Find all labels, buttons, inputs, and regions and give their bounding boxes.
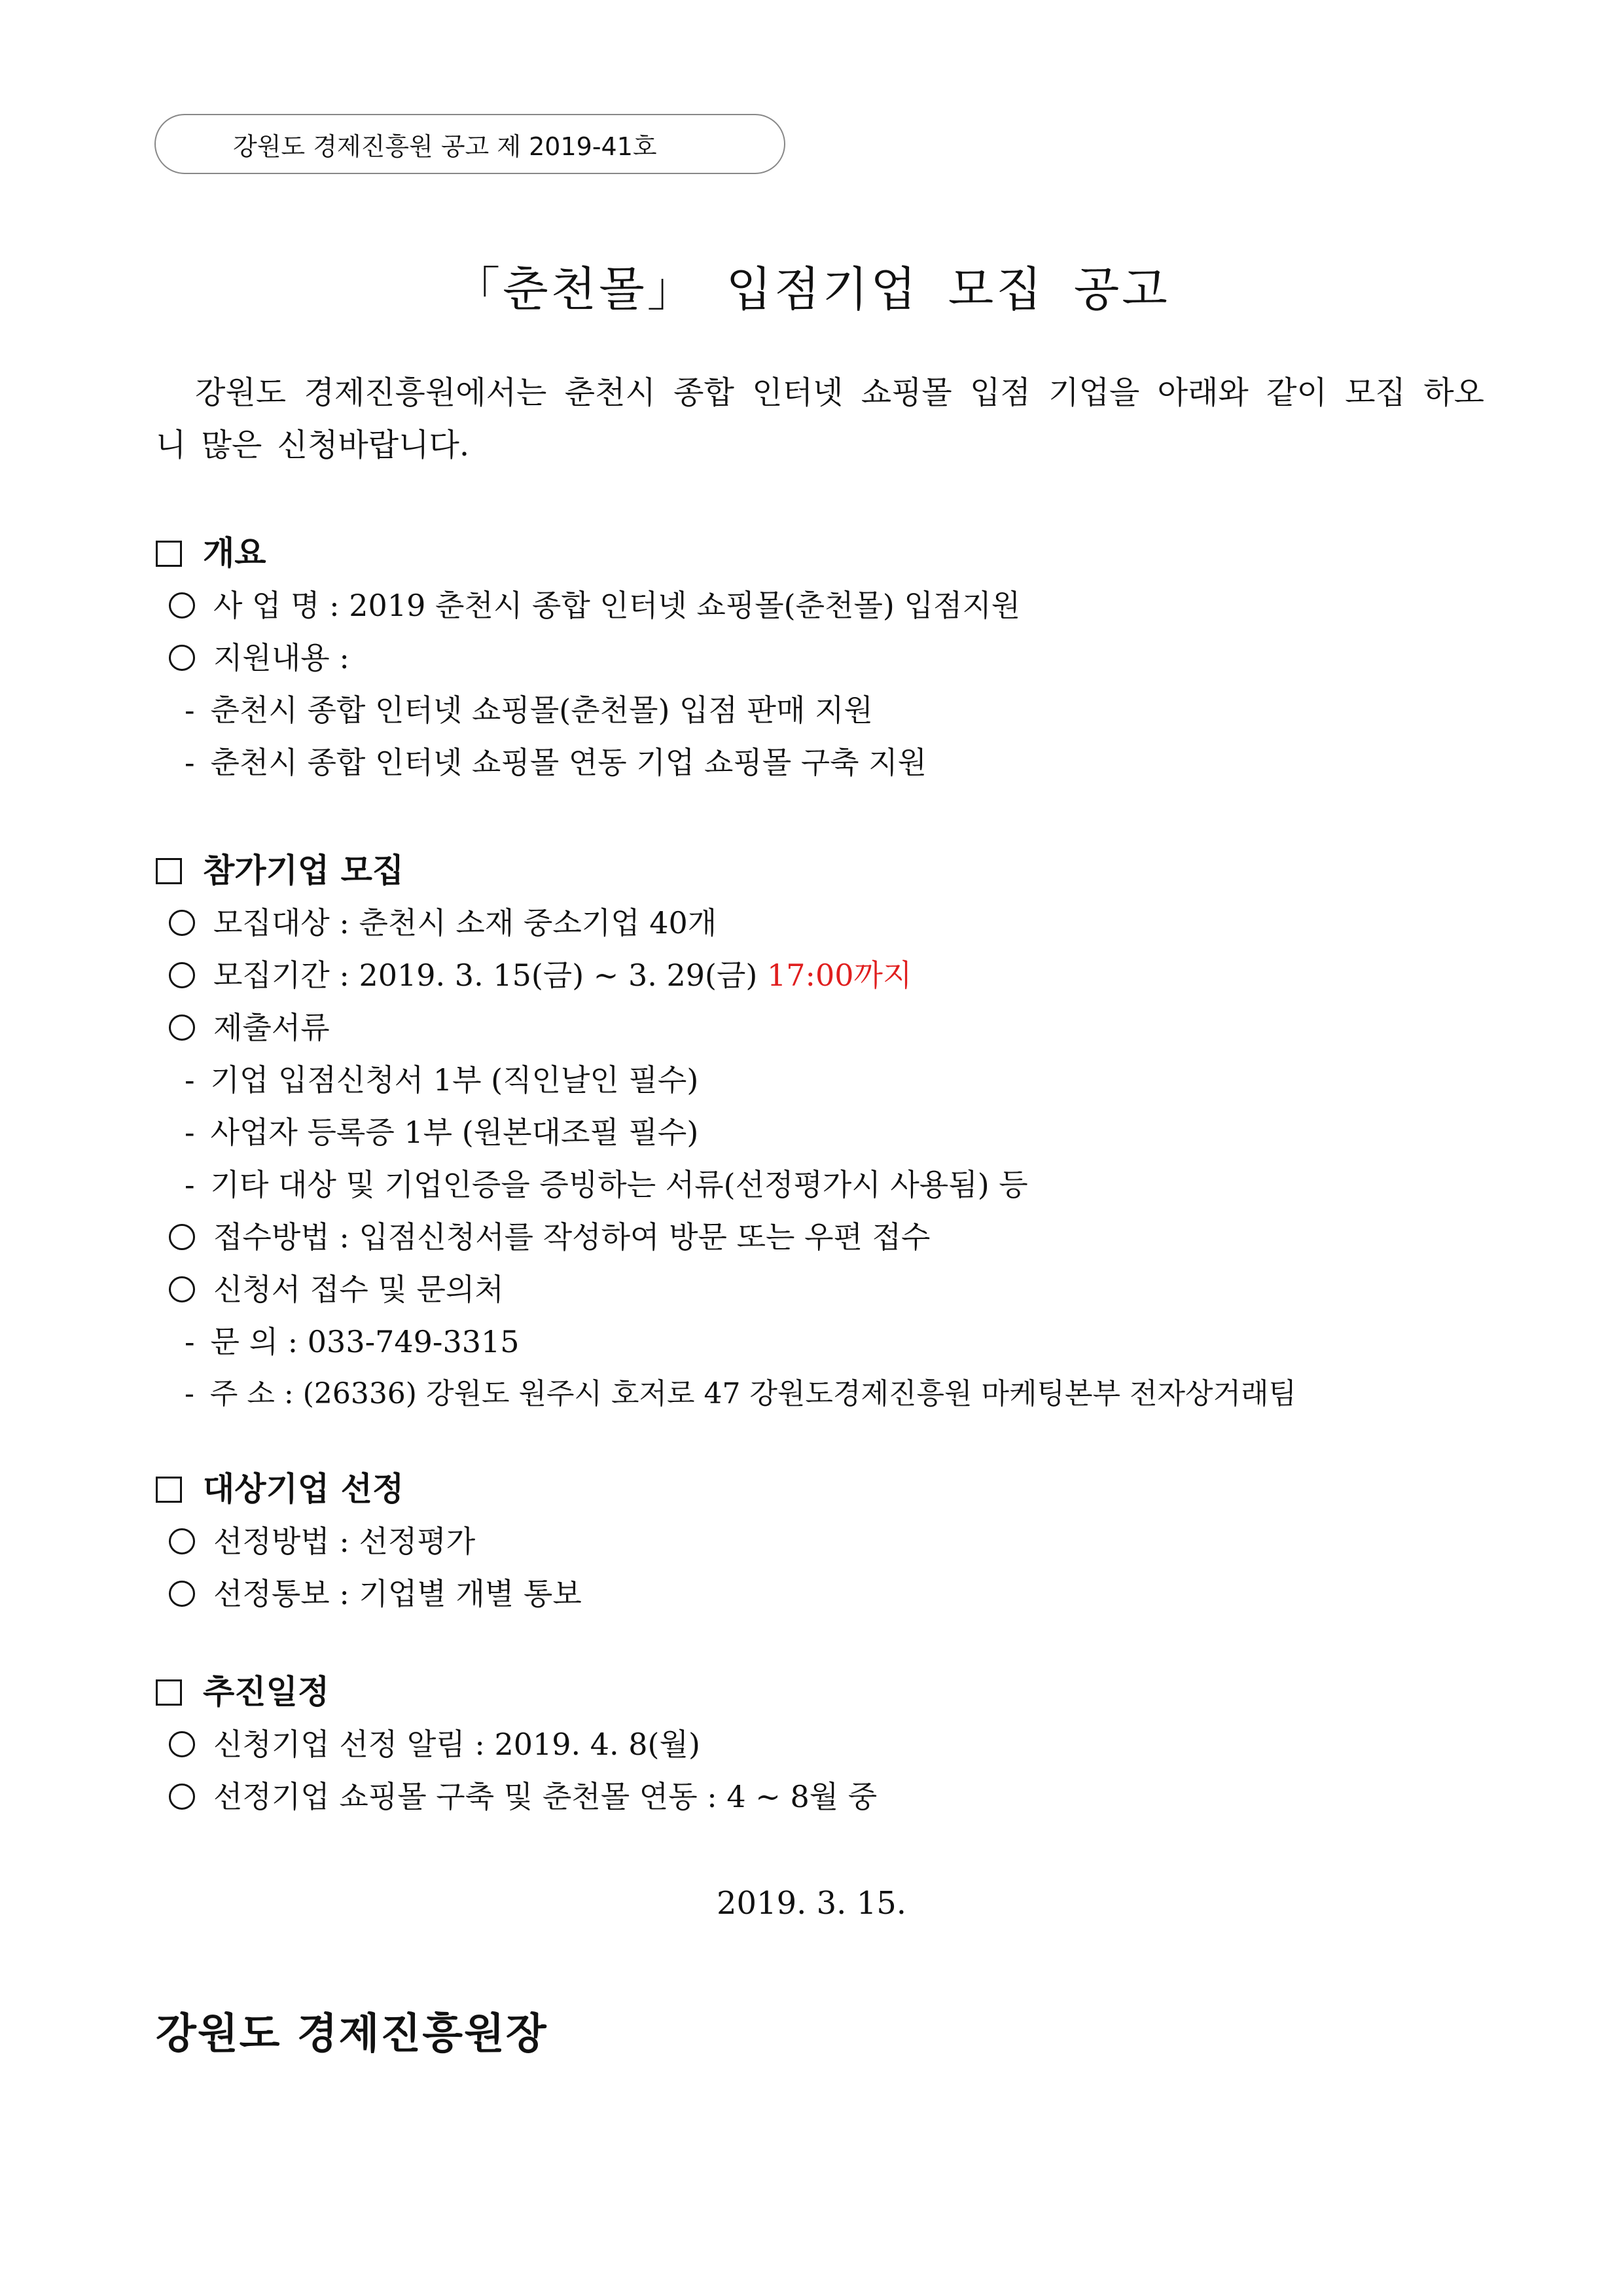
list-item: - 춘천시 종합 인터넷 쇼핑몰(춘천몰) 입점 판매 지원 xyxy=(185,692,873,728)
circle-bullet-icon xyxy=(169,592,195,619)
list-item: 선정통보 : 기업별 개별 통보 xyxy=(169,1574,582,1613)
list-item: 모집기간 : 2019. 3. 15(금) ~ 3. 29(금) 17:00까지 xyxy=(169,956,912,995)
circle-bullet-icon xyxy=(169,645,195,671)
section-heading-overview: 개요 xyxy=(156,533,266,573)
section-heading-schedule: 추진일정 xyxy=(156,1672,329,1712)
dash-bullet: - xyxy=(185,1062,195,1098)
circle-bullet-icon xyxy=(169,1276,195,1302)
list-item: 모집대상 : 춘천시 소재 중소기업 40개 xyxy=(169,903,717,942)
section-heading-recruit: 참가기업 모집 xyxy=(156,851,404,890)
dash-bullet: - xyxy=(185,692,195,728)
list-item: 신청기업 선정 알림 : 2019. 4. 8(월) xyxy=(169,1725,700,1764)
list-item: 선정방법 : 선정평가 xyxy=(169,1522,475,1561)
list-item: - 기타 대상 및 기업인증을 증빙하는 서류(선정평가시 사용됨) 등 xyxy=(185,1167,1028,1202)
dash-bullet: - xyxy=(185,1377,194,1410)
signature: 강원도 경제진흥원장 xyxy=(156,2009,548,2058)
circle-bullet-icon xyxy=(169,1784,195,1810)
intro-paragraph: 강원도 경제진흥원에서는 춘천시 종합 인터넷 쇼핑몰 입점 기업을 아래와 같이 모집 하오니 많은 신청바랍니다. xyxy=(156,374,1484,463)
list-item: 접수방법 : 입점신청서를 작성하여 방문 또는 우편 접수 xyxy=(169,1217,930,1257)
list-item: - 사업자 등록증 1부 (원본대조필 필수) xyxy=(185,1115,699,1150)
notice-number-box xyxy=(154,114,785,174)
list-item: - 기업 입점신청서 1부 (직인날인 필수) xyxy=(185,1062,699,1098)
section-heading-selection: 대상기업 선정 xyxy=(156,1469,404,1509)
dash-bullet: - xyxy=(185,745,195,780)
list-item: - 문 의 : 033-749-3315 xyxy=(185,1324,520,1359)
circle-bullet-icon xyxy=(169,910,195,936)
list-item: 선정기업 쇼핑몰 구축 및 춘천몰 연동 : 4 ~ 8월 중 xyxy=(169,1777,877,1816)
checkbox-icon xyxy=(156,1679,182,1706)
list-item: - 춘천시 종합 인터넷 쇼핑몰 연동 기업 쇼핑몰 구축 지원 xyxy=(185,745,927,780)
list-item: 지원내용 : xyxy=(169,638,349,677)
list-item: 제출서류 xyxy=(169,1008,330,1047)
list-item: - 주 소 : (26336) 강원도 원주시 호저로 47 강원도경제진흥원 마케팅본부 전자상거래팀 xyxy=(185,1377,1296,1410)
notice-number: 강원도 경제진흥원 공고 제 2019-41호 xyxy=(233,132,657,161)
document-date: 2019. 3. 15. xyxy=(716,1885,907,1922)
dash-bullet: - xyxy=(185,1115,195,1150)
deadline-text: 17:00까지 xyxy=(766,958,912,993)
dash-bullet: - xyxy=(185,1167,195,1202)
circle-bullet-icon xyxy=(169,1581,195,1607)
circle-bullet-icon xyxy=(169,1014,195,1041)
checkbox-icon xyxy=(156,541,182,567)
circle-bullet-icon xyxy=(169,1528,195,1554)
list-item: 신청서 접수 및 문의처 xyxy=(169,1270,504,1309)
circle-bullet-icon xyxy=(169,1224,195,1250)
list-item: 사 업 명 : 2019 춘천시 종합 인터넷 쇼핑몰(춘천몰) 입점지원 xyxy=(169,586,1020,625)
circle-bullet-icon xyxy=(169,1731,195,1757)
circle-bullet-icon xyxy=(169,962,195,988)
checkbox-icon xyxy=(156,858,182,884)
dash-bullet: - xyxy=(185,1324,195,1359)
checkbox-icon xyxy=(156,1477,182,1503)
document-title: 「춘천몰」 입점기업 모집 공고 xyxy=(453,262,1170,317)
